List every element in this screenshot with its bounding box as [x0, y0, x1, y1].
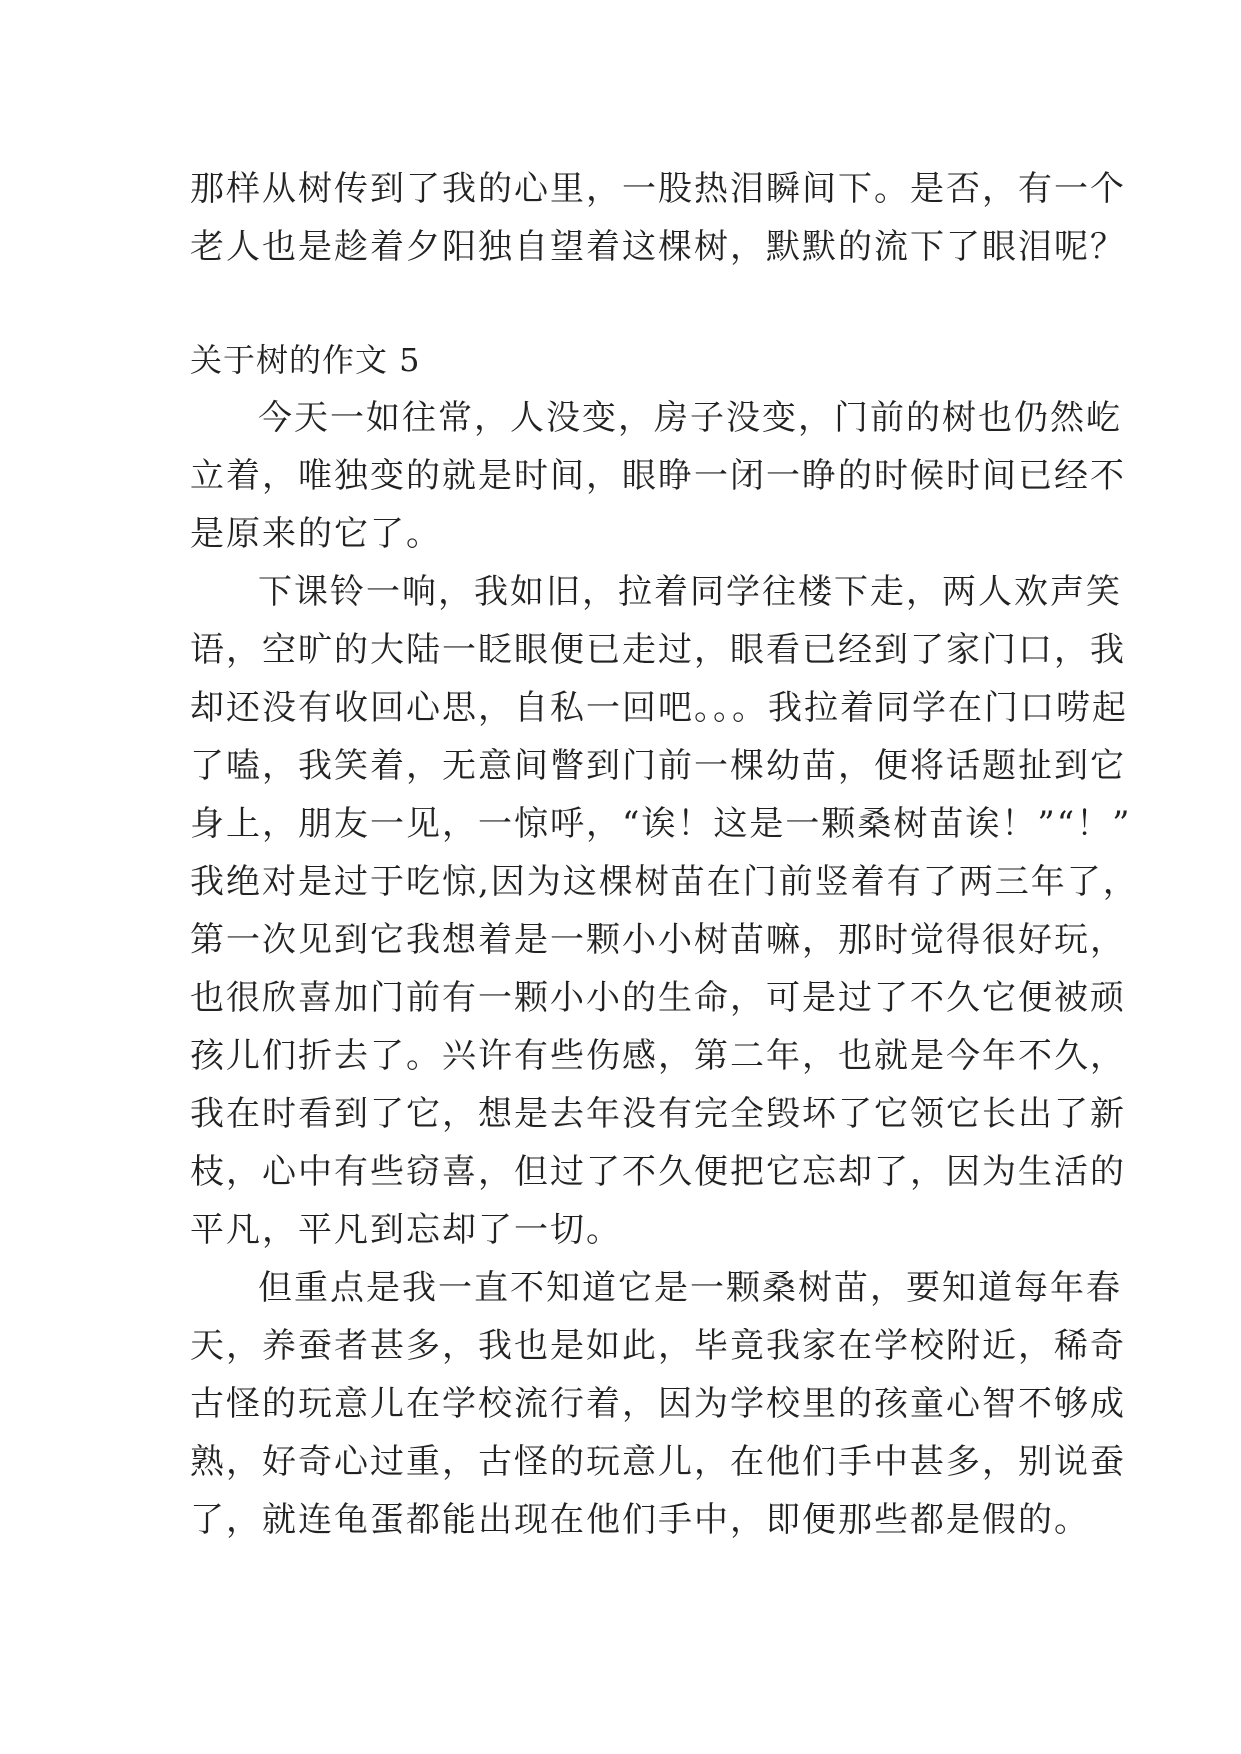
text-line: 老人也是趁着夕阳独自望着这棵树，默默的流下了眼泪呢？ [190, 227, 1126, 267]
text-line: 是原来的它了。 [190, 514, 442, 554]
text-line: 那样从树传到了我的心里，一股热泪瞬间下。是否，有一个 [190, 169, 1126, 209]
text-line: 但重点是我一直不知道它是一颗桑树苗，要知道每年春 [258, 1268, 1122, 1308]
section-gap [190, 276, 1060, 331]
text-line: 身上，朋友一见，一惊呼，“诶！这是一颗桑树苗诶！”“！” [190, 804, 1132, 844]
section-title: 关于树的作文 5 [190, 341, 421, 379]
paragraph-1 [190, 389, 1126, 563]
text-line: 我绝对是过于吃惊,因为这棵树苗在门前竖着有了两三年了， [190, 862, 1139, 902]
text-line: 天，养蚕者甚多，我也是如此，毕竟我家在学校附近，稀奇 [190, 1326, 1126, 1366]
text-line: 语，空旷的大陆一眨眼便已走过，眼看已经到了家门口，我 [190, 630, 1126, 670]
text-line: 了，就连龟蛋都能出现在他们手中，即便那些都是假的。 [190, 1500, 1090, 1540]
text-line: 第一次见到它我想着是一颗小小树苗嘛，那时觉得很好玩， [190, 920, 1126, 960]
text-line: 立着，唯独变的就是时间，眼睁一闭一睁的时候时间已经不 [190, 456, 1126, 496]
text-line: 枝，心中有些窃喜，但过了不久便把它忘却了，因为生活的 [190, 1152, 1126, 1192]
text-line: 了嗑，我笑着，无意间瞥到门前一棵幼苗，便将话题扯到它 [190, 746, 1126, 786]
text-line: 今天一如往常，人没变，房子没变，门前的树也仍然屹 [258, 398, 1122, 438]
text-line: 也很欣喜加门前有一颗小小的生命，可是过了不久它便被顽 [190, 978, 1126, 1018]
text-line: 平凡，平凡到忘却了一切。 [190, 1210, 622, 1250]
text-line: 古怪的玩意儿在学校流行着，因为学校里的孩童心智不够成 [190, 1384, 1126, 1424]
paragraph-2 [190, 563, 1139, 1259]
text-line: 下课铃一响，我如旧，拉着同学往楼下走，两人欢声笑 [258, 572, 1122, 612]
text-line: 熟，好奇心过重，古怪的玩意儿，在他们手中甚多，别说蚕 [190, 1442, 1126, 1482]
text-line: 孩儿们折去了。兴许有些伤感，第二年，也就是今年不久， [190, 1036, 1126, 1076]
text-line: 却还没有收回心思，自私一回吧。。。我拉着同学在门口唠起 [190, 688, 1128, 728]
document-body [190, 160, 1139, 1549]
paragraph-3 [190, 1259, 1126, 1549]
text-line: 我在时看到了它，想是去年没有完全毁坏了它领它长出了新 [190, 1094, 1126, 1134]
